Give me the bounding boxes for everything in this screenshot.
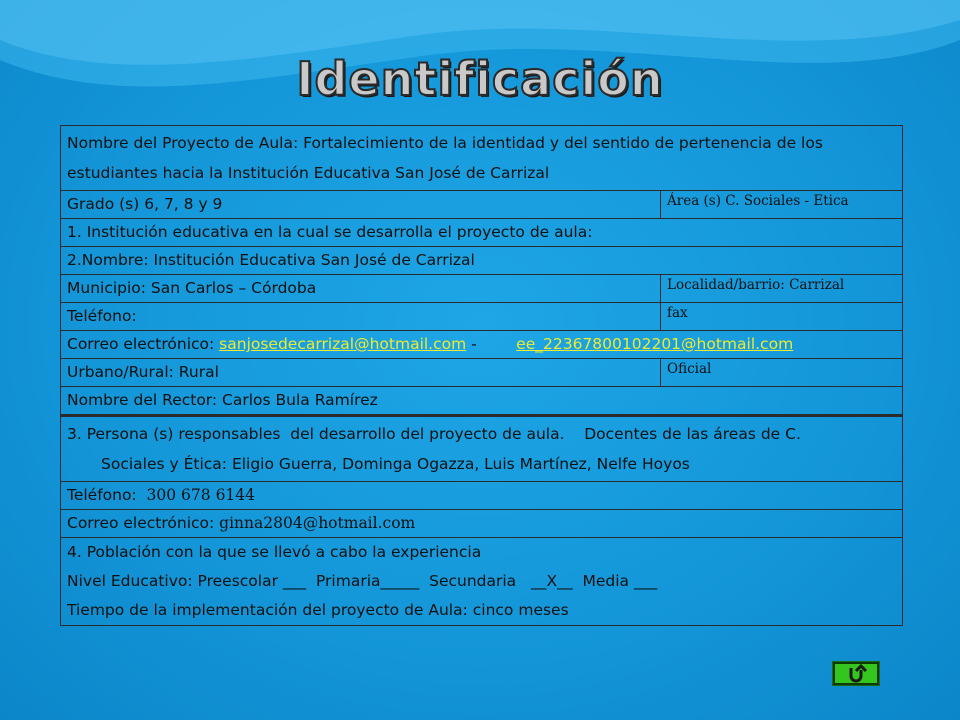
responsible-row (61, 417, 902, 482)
email-link-2[interactable]: ee_22367800102201@hotmail.com (516, 335, 794, 353)
phone-row (61, 303, 902, 331)
zone-row (61, 359, 902, 387)
institution-name: 2.Nombre: Institución Educativa San José de Carrizal (61, 247, 902, 275)
level-primaria-blank: _____ (380, 572, 420, 590)
email-label: Correo electrónico: (67, 335, 220, 353)
email-row (61, 331, 902, 359)
grade-row (61, 191, 902, 219)
municipality-row (61, 275, 902, 303)
level-secundaria-mark: __X__ (526, 572, 573, 590)
email-link-1[interactable]: sanjosedecarrizal@hotmail.com (219, 335, 467, 353)
area: Área (s) C. Sociales - Etica (667, 193, 849, 209)
zone: Urbano/Rural: Rural (61, 359, 661, 386)
responsible-phone-row (61, 482, 902, 510)
level-primaria: Primaria (306, 572, 381, 590)
institution-heading: 1. Institución educativa en la cual se desarrolla el proyecto de aula: (61, 219, 902, 247)
education-level-line (67, 567, 896, 596)
level-media-blank: ___ (633, 572, 658, 590)
official: Oficial (667, 361, 712, 377)
responsible-email-row (61, 510, 902, 538)
responsible-phone-label: Teléfono: (67, 486, 147, 504)
return-button[interactable] (832, 661, 880, 686)
identification-table (60, 125, 903, 626)
project-name: Nombre del Proyecto de Aula: Fortalecimiento de la identidad y del sentido de pertenencia de los estudiantes hacia la Institución Educativa San José de Carrizal (67, 134, 823, 182)
responsible-email-value: ginna2804@hotmail.com (219, 514, 416, 532)
duration: Tiempo de la implementación del proyecto de Aula: cinco meses (67, 601, 569, 619)
project-name-row (61, 126, 902, 191)
level-secundaria: Secundaria (419, 572, 527, 590)
municipality: Municipio: San Carlos – Córdoba (61, 275, 661, 302)
responsible-line-2: Sociales y Ética: Eligio Guerra, Dominga Ogazza, Luis Martínez, Nelfe Hoyos (101, 455, 690, 473)
rector: Nombre del Rector: Carlos Bula Ramírez (61, 387, 902, 417)
population-heading: 4. Población con la que se llevó a cabo la experiencia (67, 543, 482, 561)
page-title: Identificación (296, 52, 664, 106)
responsible-email-label: Correo electrónico: (67, 514, 220, 532)
responsible-phone-value: 300 678 6144 (146, 486, 256, 504)
return-arrow-icon (844, 664, 868, 684)
level-media: Media (572, 572, 634, 590)
responsible-line-1: 3. Persona (s) responsables del desarrollo del proyecto de aula. Docentes de las áreas de C. (67, 425, 801, 443)
phone-label: Teléfono: (61, 303, 661, 330)
population-row (61, 538, 902, 625)
grade: Grado (s) 6, 7, 8 y 9 (61, 191, 661, 218)
locality: Localidad/barrio: Carrizal (667, 277, 845, 293)
email-separator: - (466, 335, 517, 353)
level-preescolar-blank: ___ (282, 572, 307, 590)
level-label: Nivel Educativo: Preescolar (67, 572, 283, 590)
fax-label: fax (667, 305, 688, 321)
